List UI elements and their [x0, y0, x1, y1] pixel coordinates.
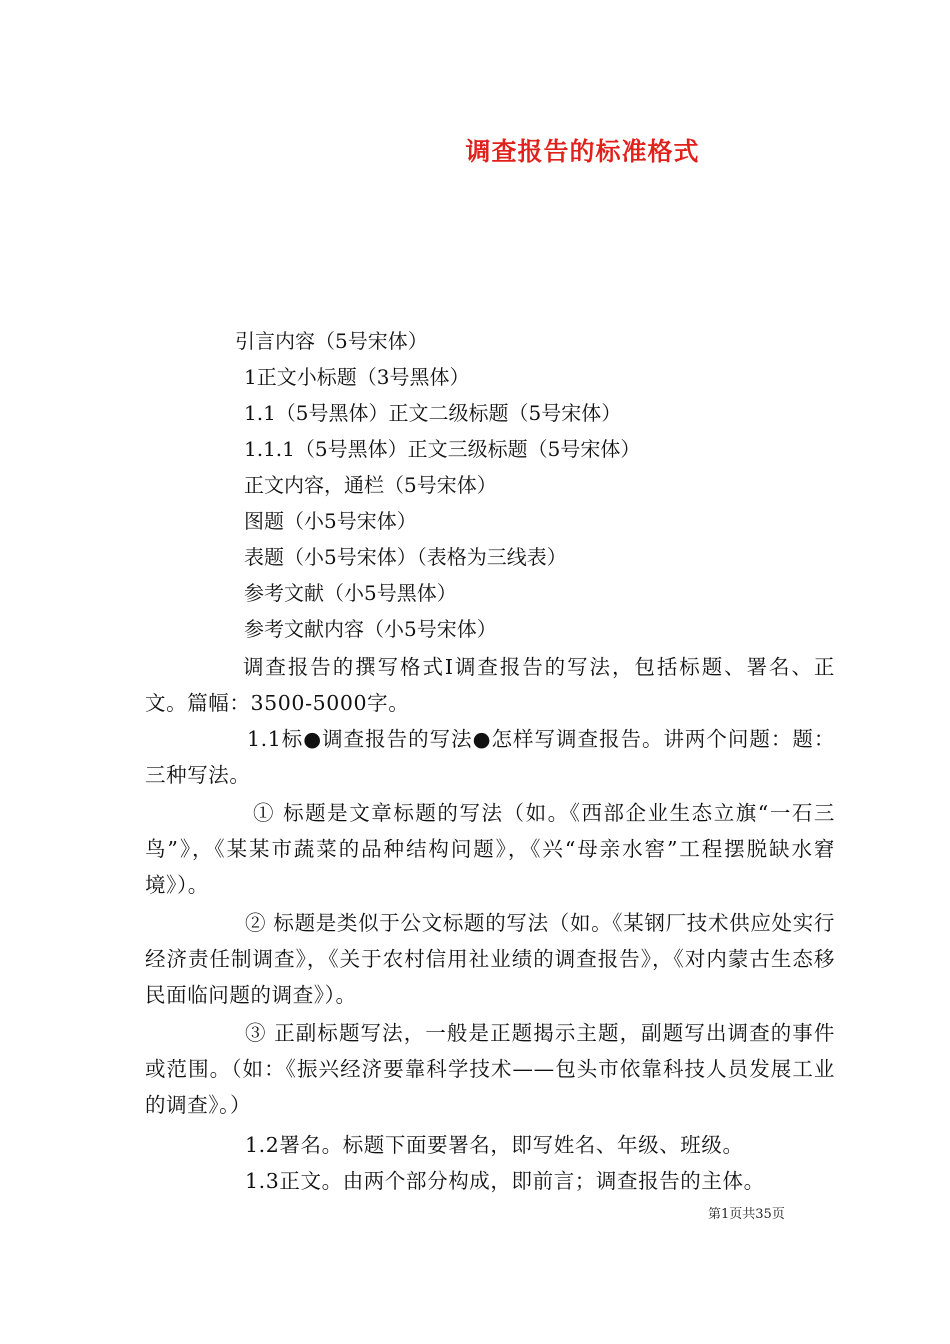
outline-item: 表题（小5号宋体）（表格为三线表） — [244, 545, 567, 569]
body-paragraph: 1.1标●调查报告的写法●怎样写调查报告。讲两个问题：题：三种写法。 — [145, 727, 835, 787]
body-paragraph: ② 标题是类似于公文标题的写法（如。《某钢厂技术供应处实行经济责任制调查》，《关于农村信用社业绩的调查报告》，《对内蒙古生态移民面临问题的调查》）。 — [145, 911, 835, 1007]
outline-item: 参考文献内容（小5号宋体） — [244, 617, 497, 641]
outline-item: 1.1（5号黑体）正文二级标题（5号宋体） — [244, 401, 622, 425]
outline-item: 引言内容（5号宋体） — [235, 329, 428, 353]
body-paragraph: 调查报告的撰写格式Ⅰ调查报告的写法，包括标题、署名、正文。篇幅：3500-5000字。 — [145, 655, 835, 715]
outline-item: 参考文献（小5号黑体） — [244, 581, 457, 605]
body-paragraph: ③ 正副标题写法，一般是正题揭示主题，副题写出调查的事件或范围。（如：《振兴经济要靠科学技术——包头市依靠科技人员发展工业的调查》。） — [145, 1021, 835, 1117]
body-paragraph: 1.3正文。由两个部分构成，即前言；调查报告的主体。 — [245, 1169, 765, 1193]
outline-item: 1正文小标题（3号黑体） — [244, 365, 470, 389]
body-paragraph: ① 标题是文章标题的写法（如。《西部企业生态立旗“一石三鸟”》，《某某市蔬菜的品种结构问题》，《兴“母亲水窖”工程摆脱缺水窘境》）。 — [145, 801, 835, 897]
outline-item: 图题（小5号宋体） — [244, 509, 417, 533]
body-paragraph: 1.2署名。标题下面要署名，即写姓名、年级、班级。 — [245, 1133, 744, 1157]
page-number-footer: 第1页共35页 — [708, 1207, 785, 1222]
outline-item: 1.1.1（5号黑体）正文三级标题（5号宋体） — [244, 437, 641, 461]
document-title: 调查报告的标准格式 — [465, 137, 700, 166]
outline-item: 正文内容，通栏（5号宋体） — [244, 473, 497, 497]
